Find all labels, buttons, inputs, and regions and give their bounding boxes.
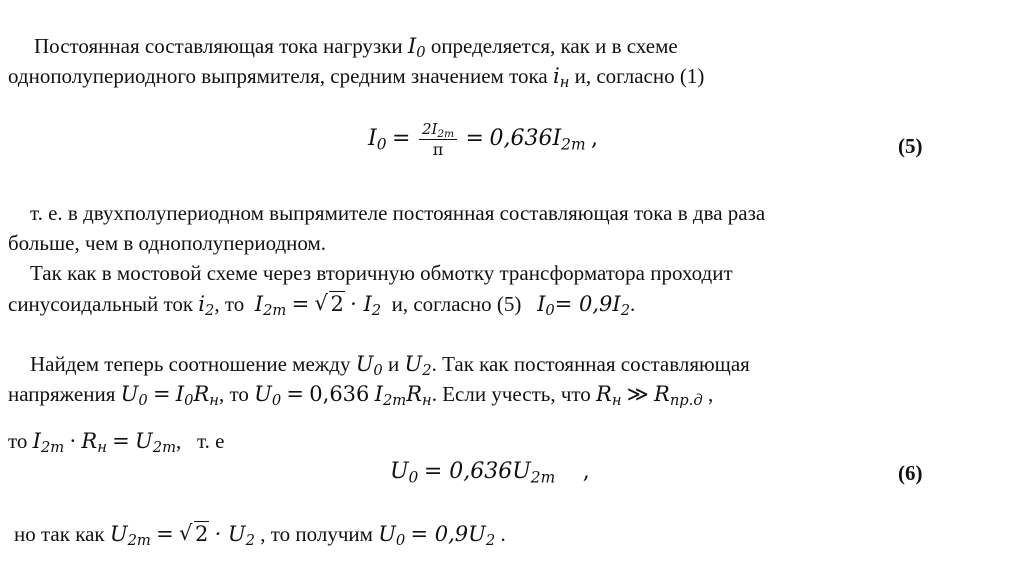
math-symbol: · $U_2$ — [214, 522, 255, 550]
math-number: 0,636 — [309, 382, 370, 406]
math-symbol: $R_н$ — [596, 382, 622, 410]
equation-number-6: (6) — [898, 461, 923, 485]
sqrt-symbol: √ 2 — [179, 524, 209, 545]
math-symbol: $U_{2m}$ — [135, 429, 177, 457]
text-fragment: , то — [214, 292, 245, 316]
text-fragment: и — [388, 352, 400, 376]
text-fragment: определяется, как и в схеме — [430, 34, 678, 58]
text-fragment: , — [707, 382, 714, 406]
text-fragment: . Если учесть, что — [431, 382, 591, 406]
paragraph-2-line-2: больше, чем в однополупериодном. — [8, 231, 327, 255]
text-fragment: . — [500, 522, 506, 546]
math-lhs: $U_0$ — [390, 459, 419, 487]
paragraph-1-line-1 — [34, 34, 678, 62]
text-fragment: и, согласно (5) — [391, 292, 522, 316]
text-fragment: . Так как постоянная составляющая — [431, 352, 750, 376]
text-fragment: . — [630, 292, 636, 316]
paragraph-5-line-1 — [14, 522, 506, 550]
equals-sign: = — [156, 522, 174, 546]
equals-sign: = — [392, 126, 411, 152]
equals-sign: = — [152, 382, 171, 406]
math-symbol: $U_0$ — [254, 382, 282, 410]
math-trail: , — [582, 459, 590, 484]
text-fragment: и, согласно (1) — [574, 64, 705, 88]
math-symbol: $I_{2m}$ — [32, 429, 65, 457]
math-symbol: $R_н$ — [81, 429, 107, 457]
math-symbol: $i_2$ — [198, 292, 215, 320]
text-fragment: Найдем теперь соотношение между — [30, 352, 351, 376]
sqrt-symbol: √ 2 — [314, 294, 344, 315]
math-symbol: = $0,9U_2$ — [410, 522, 496, 550]
paragraph-4-line-2 — [8, 382, 714, 410]
paragraph-4-line-3 — [8, 429, 225, 457]
math-rhs: = $0,636U_{2m}$ — [423, 459, 556, 487]
text-fragment: но так как — [14, 522, 105, 546]
equation-5 — [368, 122, 598, 158]
math-symbol: $i_н$ — [552, 64, 570, 92]
fraction-denominator: π — [432, 140, 444, 159]
equation-6 — [390, 459, 590, 487]
math-symbol: $I_0$ — [407, 34, 426, 62]
text-fragment: синусоидальный ток — [8, 292, 194, 316]
math-symbol: · $I_2$ — [350, 292, 382, 320]
math-rhs: $0,636I_{2m}$ — [489, 126, 586, 154]
fraction-numerator: $2I_{2m}$ — [419, 122, 457, 140]
math-trail: , — [591, 126, 599, 152]
dot-operator: · — [69, 429, 77, 453]
math-symbol: $U_0$ — [355, 352, 383, 380]
math-symbol: $U_2$ — [404, 352, 432, 380]
math-symbol: $R_{пр.д}$ — [654, 382, 703, 410]
math-lhs: $I_0$ — [368, 126, 387, 154]
math-symbol: = $0,9I_2$ — [554, 292, 631, 320]
math-symbol: $I_{2m}$ — [254, 292, 287, 320]
text-fragment: т. е — [197, 429, 225, 453]
fraction — [419, 122, 457, 158]
math-symbol: $U_0$ — [378, 522, 406, 550]
paragraph-3-line-2 — [8, 292, 636, 320]
equation-number-5: (5) — [898, 134, 923, 158]
text-fragment: , то получим — [260, 522, 373, 546]
math-symbol: $I_0$ — [537, 292, 555, 320]
math-symbol: $I_0R_н$ — [175, 382, 219, 410]
much-greater-sign: ≫ — [626, 382, 649, 406]
math-symbol: $U_{2m}$ — [109, 522, 151, 550]
text-fragment: Постоянная составляющая тока нагрузки — [34, 34, 403, 58]
text-fragment: однополупериодного выпрямителя, средним значением тока — [8, 64, 548, 88]
text-fragment: напряжения — [8, 382, 116, 406]
text-fragment: то — [8, 429, 28, 453]
math-symbol: $I_{2m}R_н$ — [374, 382, 432, 410]
paragraph-3-line-1: Так как в мостовой схеме через вторичную обмотку трансформатора проходит — [30, 261, 733, 285]
text-fragment: , — [176, 429, 182, 453]
equals-sign: = — [291, 292, 310, 316]
equals-sign: = — [112, 429, 130, 453]
text-fragment: , то — [218, 382, 249, 406]
paragraph-4-line-1 — [30, 352, 750, 380]
math-symbol: $U_0$ — [120, 382, 148, 410]
equals-sign: = — [286, 382, 305, 406]
paragraph-2-line-1: т. е. в двухполупериодном выпрямителе постоянная составляющая тока в два раза — [30, 201, 766, 225]
equals-sign: = — [465, 126, 484, 152]
paragraph-1-line-2 — [8, 64, 705, 92]
